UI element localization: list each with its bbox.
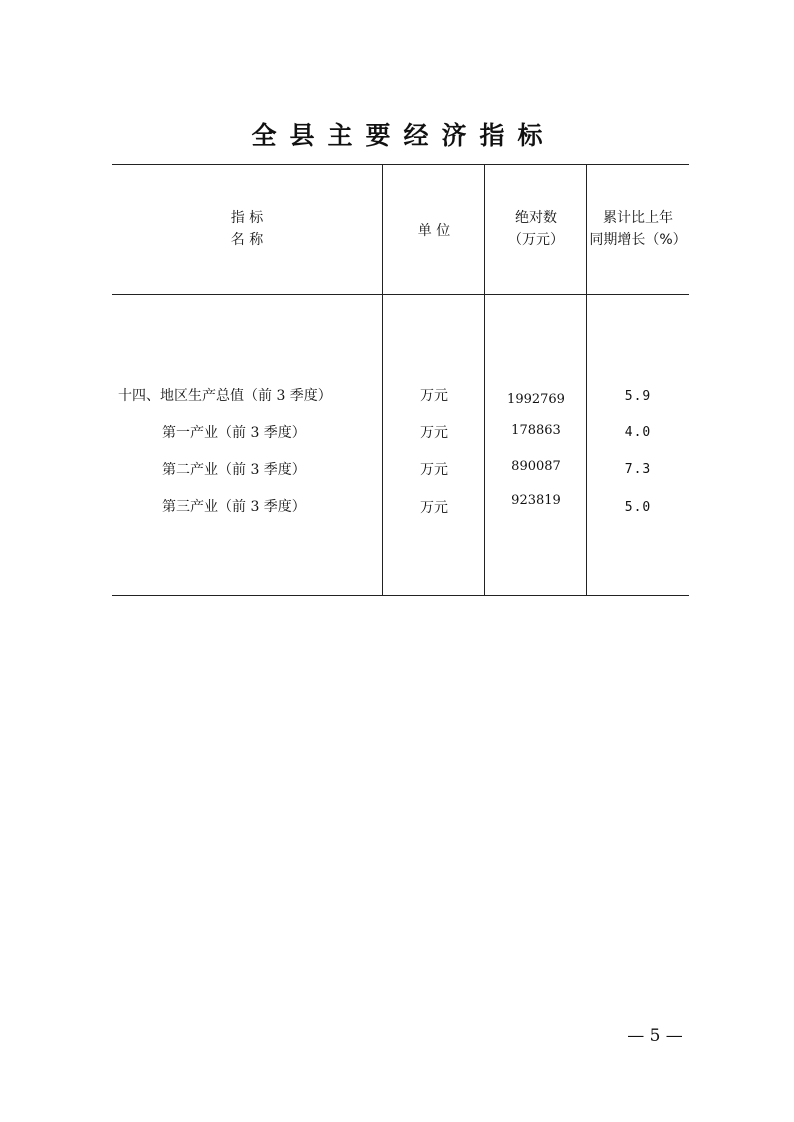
row-unit: 万元 (420, 462, 448, 478)
row-unit: 万元 (420, 500, 448, 516)
header-unit: 单 位 (417, 223, 451, 239)
row-value: 178863 (511, 423, 561, 438)
header-rate-line1: 累计比上年 (603, 210, 673, 226)
header-absolute-value (485, 207, 587, 251)
row-value: 923819 (511, 493, 561, 508)
row-unit: 万元 (420, 425, 448, 441)
page-number: — 5 — (627, 1026, 683, 1046)
header-name-line1: 指 标 (230, 210, 264, 226)
row-value: 890087 (511, 459, 561, 474)
header-abs-line1: 绝对数 (515, 210, 557, 226)
row-name: 第二产业（前 3 季度） (162, 462, 306, 478)
row-growth: 5.9 (624, 389, 652, 404)
row-growth: 4.0 (624, 425, 652, 440)
header-rate-line2: 同期增长（%） (589, 232, 687, 248)
page-title: 全县主要经济指标 (251, 121, 556, 150)
economic-indicators-table (112, 164, 689, 596)
row-name: 第三产业（前 3 季度） (162, 499, 306, 515)
header-name-line2: 名 称 (230, 232, 264, 248)
row-growth: 7.3 (624, 462, 652, 477)
row-growth: 5.0 (624, 500, 652, 515)
header-abs-line2: （万元） (508, 232, 564, 248)
header-indicator-name (112, 207, 382, 251)
header-growth-rate (587, 207, 689, 251)
row-name: 第一产业（前 3 季度） (162, 425, 306, 441)
row-unit: 万元 (420, 388, 448, 404)
row-value: 1992769 (507, 392, 565, 407)
header-divider (112, 294, 689, 295)
row-name: 十四、地区生产总值（前 3 季度） (118, 388, 332, 404)
